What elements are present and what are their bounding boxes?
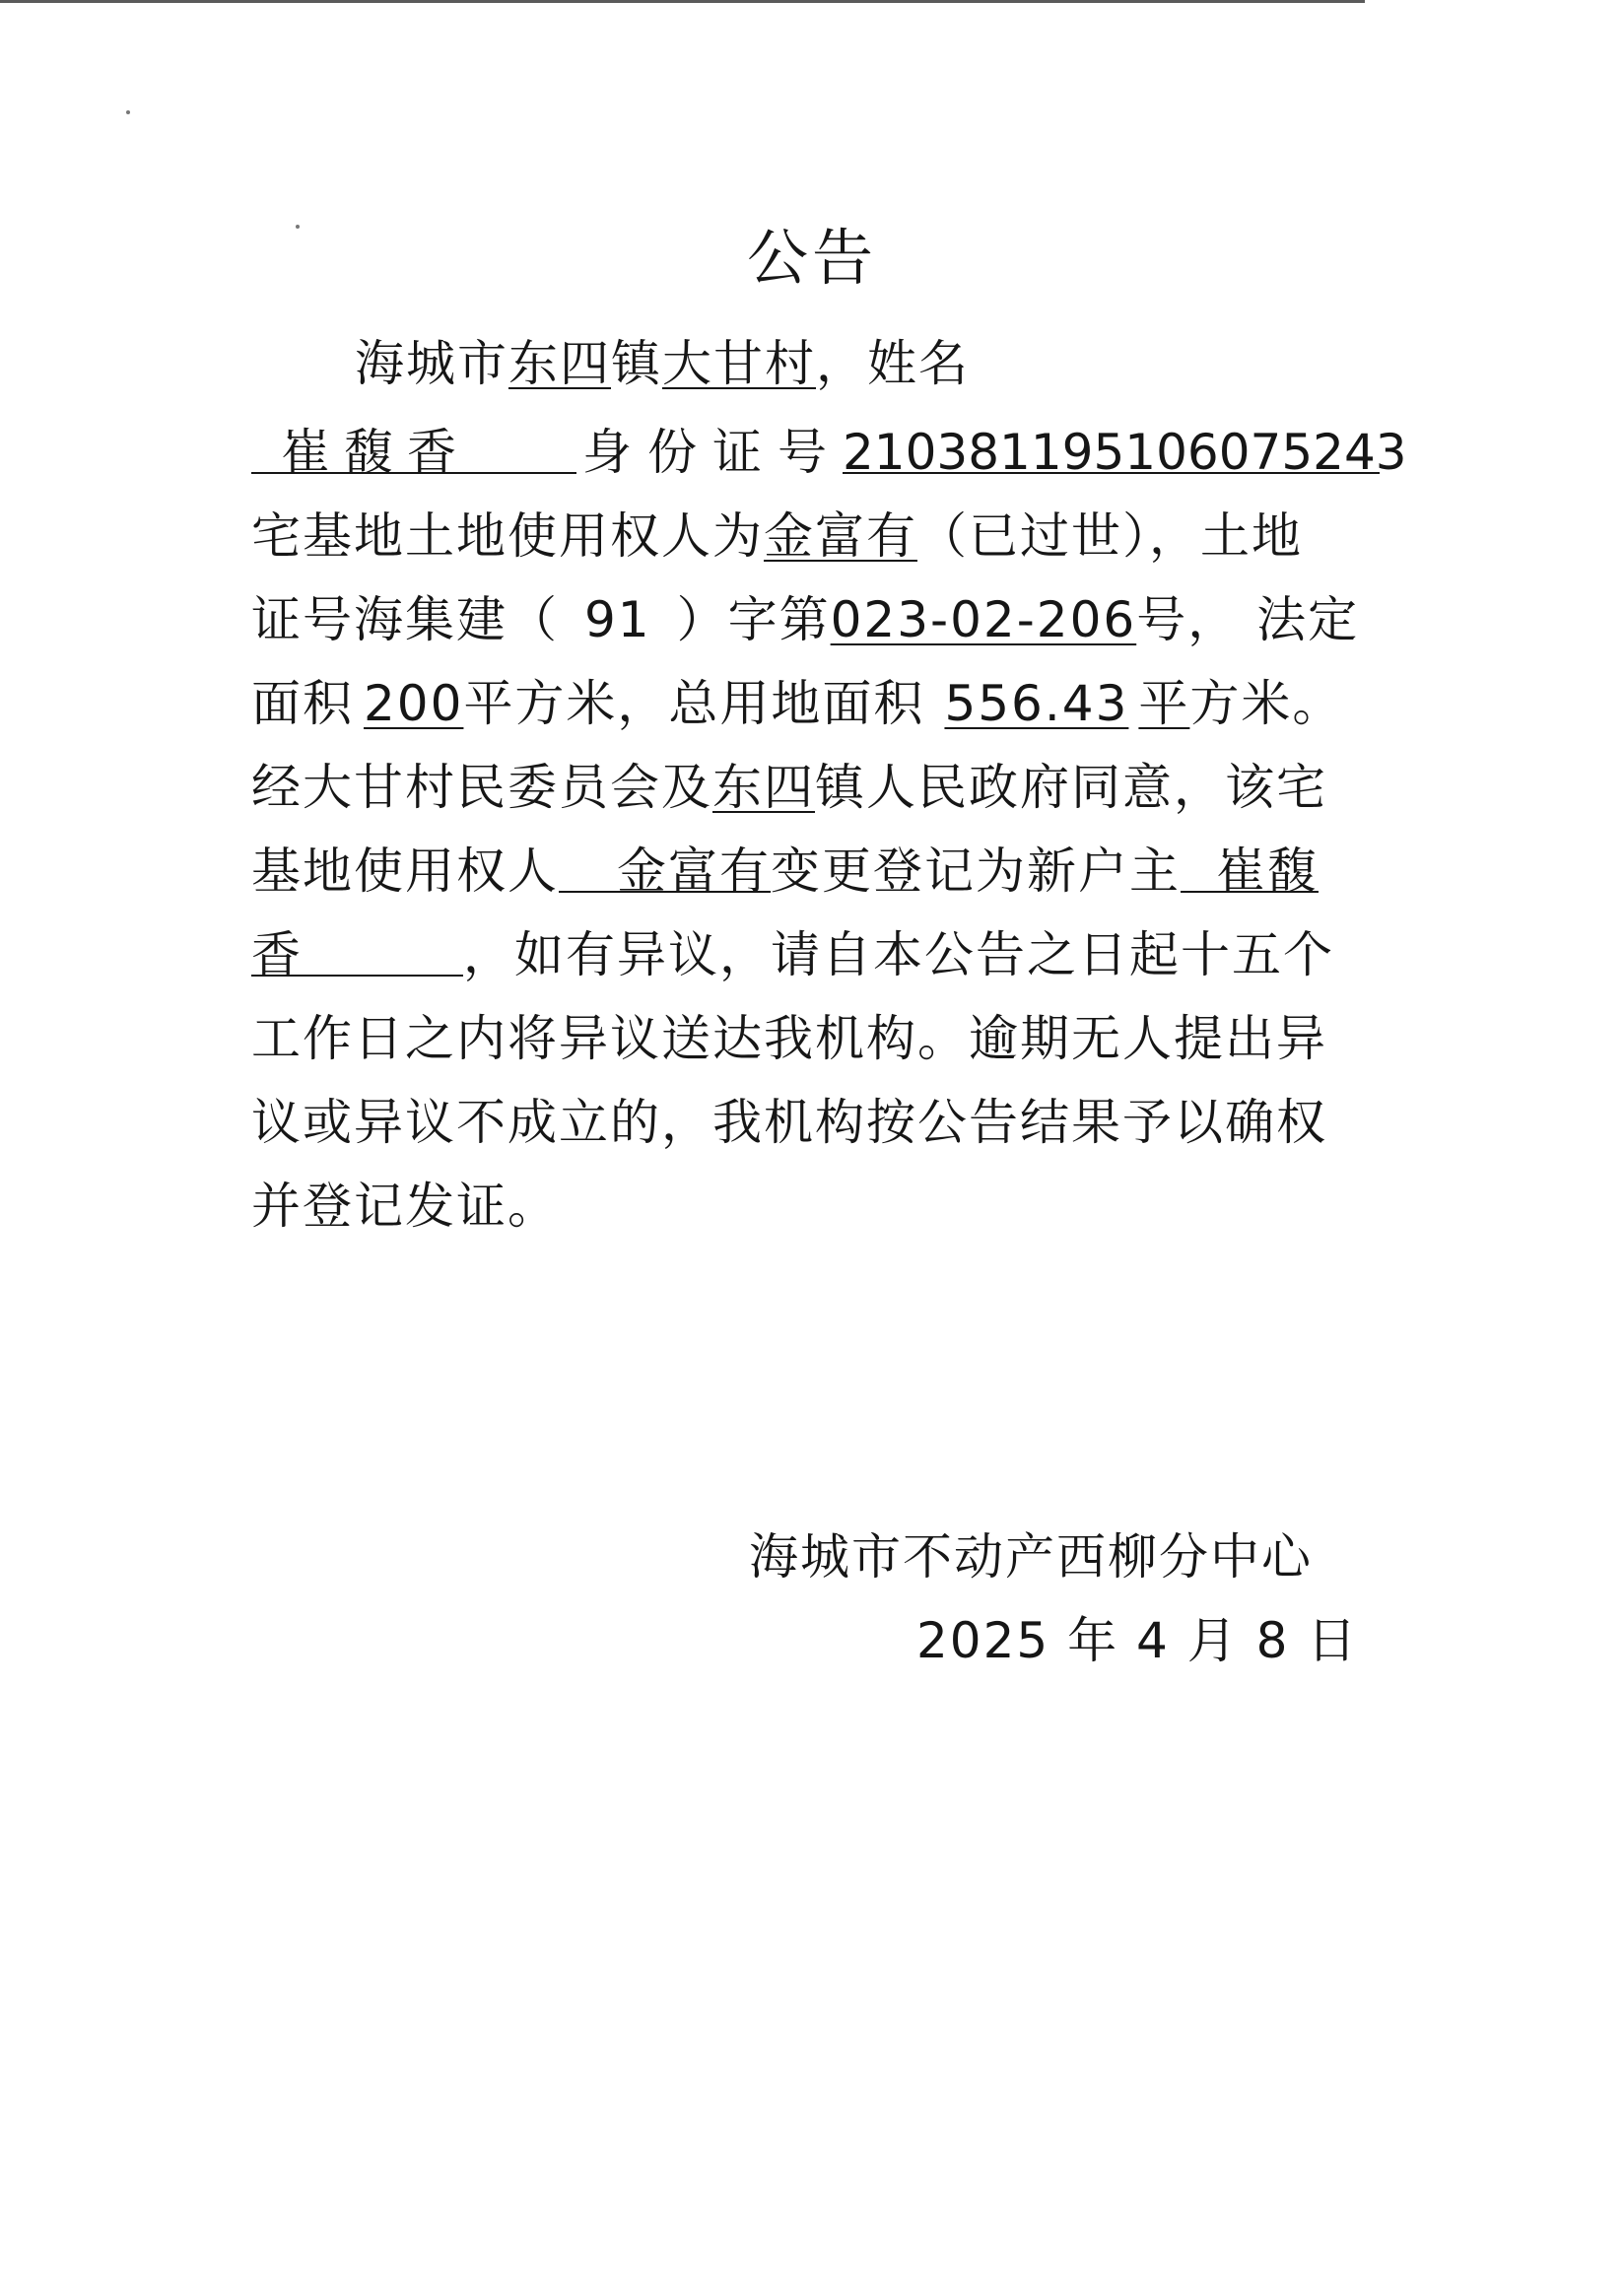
notice-line-10: 议或异议不成立的，我机构按公告结果予以确权 bbox=[251, 1094, 1327, 1151]
notice-line-5: 面积 200平方米，总用地面积 556.43 平方米。 bbox=[251, 675, 1344, 732]
notice-line-4: 证号海集建（ 91 ）字第023-02-206号， 法定 bbox=[251, 591, 1360, 648]
new-owner-field-cont: 香 bbox=[251, 923, 463, 977]
town-name: 东四 bbox=[508, 335, 611, 392]
name-field: 崔馥香 bbox=[251, 421, 576, 474]
notice-line-8: 香 ，如有异议，请自本公告之日起十五个 bbox=[251, 923, 1334, 986]
issue-date: 2025 年 4 月 8 日 bbox=[916, 1612, 1359, 1669]
notice-line-7: 基地使用权人 金富有变更登记为新户主 崔馥 bbox=[251, 840, 1319, 903]
original-owner: 金富有 bbox=[764, 507, 917, 565]
village-name: 大甘村 bbox=[662, 335, 816, 392]
town-name-2: 东四 bbox=[712, 759, 815, 816]
notice-line-1: 海城市东四镇大甘村，姓名 bbox=[355, 335, 970, 392]
certificate-number: 023-02-206 bbox=[830, 591, 1137, 648]
new-owner-field: 崔馥 bbox=[1181, 840, 1319, 893]
scan-top-edge bbox=[0, 0, 1365, 3]
total-area: 556.43 bbox=[944, 675, 1129, 732]
notice-line-9: 工作日之内将异议送达我机构。逾期无人提出异 bbox=[251, 1010, 1327, 1067]
scan-speck bbox=[126, 110, 130, 114]
notice-line-3: 宅基地土地使用权人为金富有（已过世），土地 bbox=[251, 507, 1303, 565]
notice-title: 公告 bbox=[746, 222, 877, 294]
issuing-organization: 海城市不动产西柳分中心 bbox=[749, 1528, 1313, 1586]
id-number-field: 210381195106075243 bbox=[843, 421, 1380, 474]
notice-line-2 bbox=[251, 421, 1407, 484]
current-owner-field: 金富有 bbox=[559, 840, 771, 893]
notice-line-6: 经大甘村民委员会及东四镇人民政府同意，该宅 bbox=[251, 759, 1327, 816]
id-label: 身份证号 bbox=[582, 424, 843, 481]
notice-line-11: 并登记发证。 bbox=[251, 1178, 559, 1235]
legal-area: 200 bbox=[364, 675, 464, 732]
